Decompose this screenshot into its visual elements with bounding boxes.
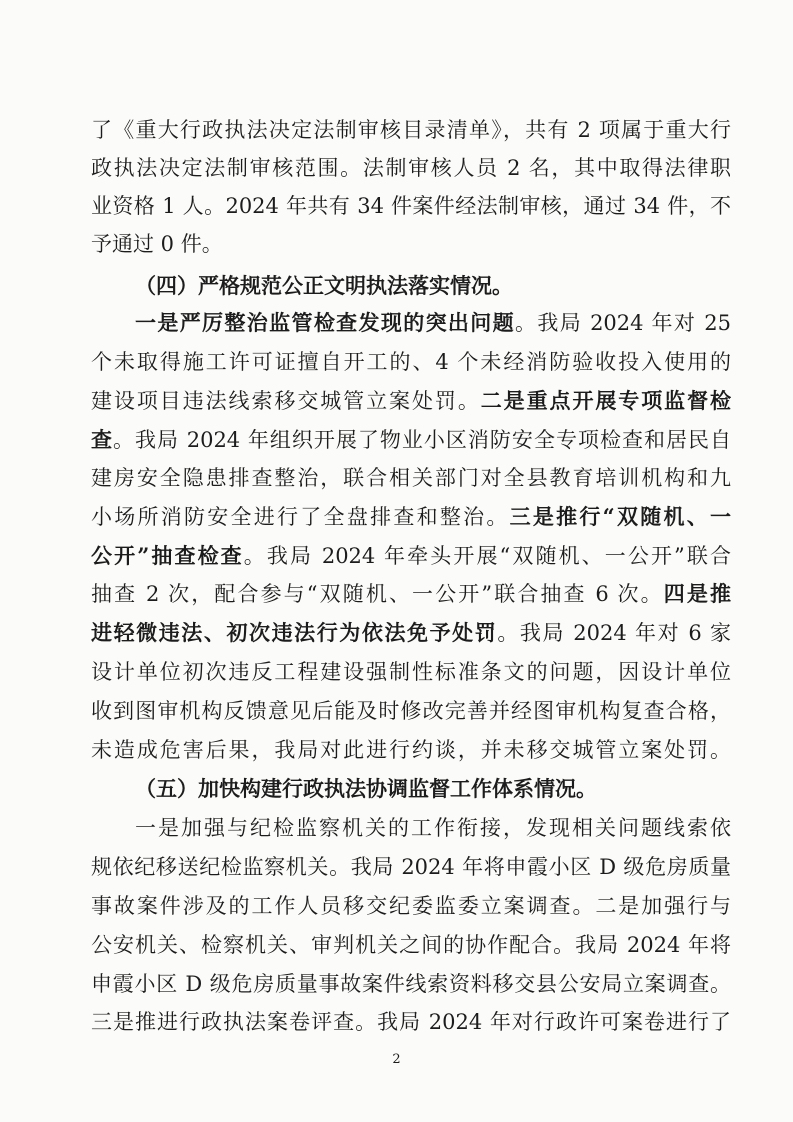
body-text: 。我局 2024 年对 25: [514, 311, 731, 335]
paragraph-line: [91, 932, 731, 958]
body-text: 业资格 1 人。2024 年共有 34 件案件经法制审核，通过 34 件，不: [91, 194, 731, 218]
paragraph-line: [91, 698, 731, 724]
body-text: 。我局 2024 年牵头开展“双随机、一公开”联合: [243, 544, 731, 568]
paragraph-line: [91, 1009, 731, 1035]
paragraph-line: [91, 117, 731, 143]
paragraph-line: [91, 893, 731, 919]
body-text: 未造成危害后果，我局对此进行约谈，并未移交城管立案处罚。: [91, 738, 731, 762]
body-text: 建房安全隐患排查整治，联合相关部门对全县教育培训机构和九: [91, 466, 731, 490]
body-text: 规依纪移送纪检监察机关。我局 2024 年将申霞小区 D 级危房质量: [91, 855, 731, 879]
paragraph-line: [91, 659, 731, 685]
bold-text: 四是推: [663, 581, 731, 606]
paragraph-line: [91, 854, 731, 880]
paragraph-line: [91, 543, 731, 569]
paragraph-line: [91, 504, 731, 530]
paragraph-line: [91, 620, 731, 646]
body-text: 。我局 2024 年对 6 家: [497, 621, 731, 645]
body-text: 设计单位初次违反工程建设强制性标准条文的问题，因设计单位: [91, 660, 731, 684]
paragraph-line: [91, 737, 731, 763]
bold-text: （四）严格规范公正文明执法落实情况。: [135, 273, 513, 298]
section-heading: [135, 273, 731, 299]
paragraph-line: [91, 581, 731, 607]
paragraph-line: [91, 349, 731, 375]
page-number: 2: [392, 1052, 401, 1067]
paragraph-line: [91, 427, 731, 453]
paragraph-line: [91, 155, 731, 181]
bold-text: （五）加快构建行政执法协调监督工作体系情况。: [135, 776, 597, 801]
body-text: 。我局 2024 年组织开展了物业小区消防安全专项检查和居民自: [113, 428, 732, 452]
body-text: 申霞小区 D 级危房质量事故案件线索资料移交县公安局立案调查。: [91, 972, 731, 996]
bold-text: 一是严厉整治监管检查发现的突出问题: [135, 310, 515, 335]
body-text: 个未取得施工许可证擅自开工的、4 个未经消防验收投入使用的: [91, 350, 731, 374]
bold-text: 三是推行“双随机、一: [509, 504, 731, 529]
bold-text: 公开”抽查检查: [91, 543, 244, 568]
bold-text: 进轻微违法、初次违法行为依法免予处罚: [91, 620, 498, 645]
body-text: 建设项目违法线索移交城管立案处罚。: [91, 389, 481, 413]
body-text: 政执法决定法制审核范围。法制审核人员 2 名，其中取得法律职: [91, 156, 731, 180]
body-text: 收到图审机构反馈意见后能及时修改完善并经图审机构复查合格，: [91, 699, 731, 723]
paragraph-line: [135, 815, 731, 841]
body-text: 小场所消防安全进行了全盘排查和整治。: [91, 505, 510, 529]
paragraph-line: [91, 193, 731, 219]
paragraph-line: [91, 971, 731, 997]
bold-text: 二是重点开展专项监督检: [480, 388, 732, 413]
paragraph-line: [91, 231, 731, 257]
body-text: 事故案件涉及的工作人员移交纪委监委立案调查。二是加强行与: [91, 894, 731, 918]
bold-text: 查: [91, 427, 114, 452]
body-text: 抽查 2 次，配合参与“双随机、一公开”联合抽查 6 次。: [91, 582, 664, 606]
body-text: 予通过 0 件。: [91, 232, 223, 256]
body-text: 公安机关、检察机关、审判机关之间的协作配合。我局 2024 年将: [91, 933, 731, 957]
paragraph-line: [135, 310, 731, 336]
section-heading: [135, 776, 731, 802]
body-text: 了《重大行政执法决定法制审核目录清单》，共有 2 项属于重大行: [91, 118, 731, 142]
body-text: 三是推进行政执法案卷评查。我局 2024 年对行政许可案卷进行了: [91, 1010, 731, 1034]
paragraph-line: [91, 465, 731, 491]
body-text: 一是加强与纪检监察机关的工作衔接，发现相关问题线索依: [135, 816, 731, 840]
paragraph-line: [91, 388, 731, 414]
